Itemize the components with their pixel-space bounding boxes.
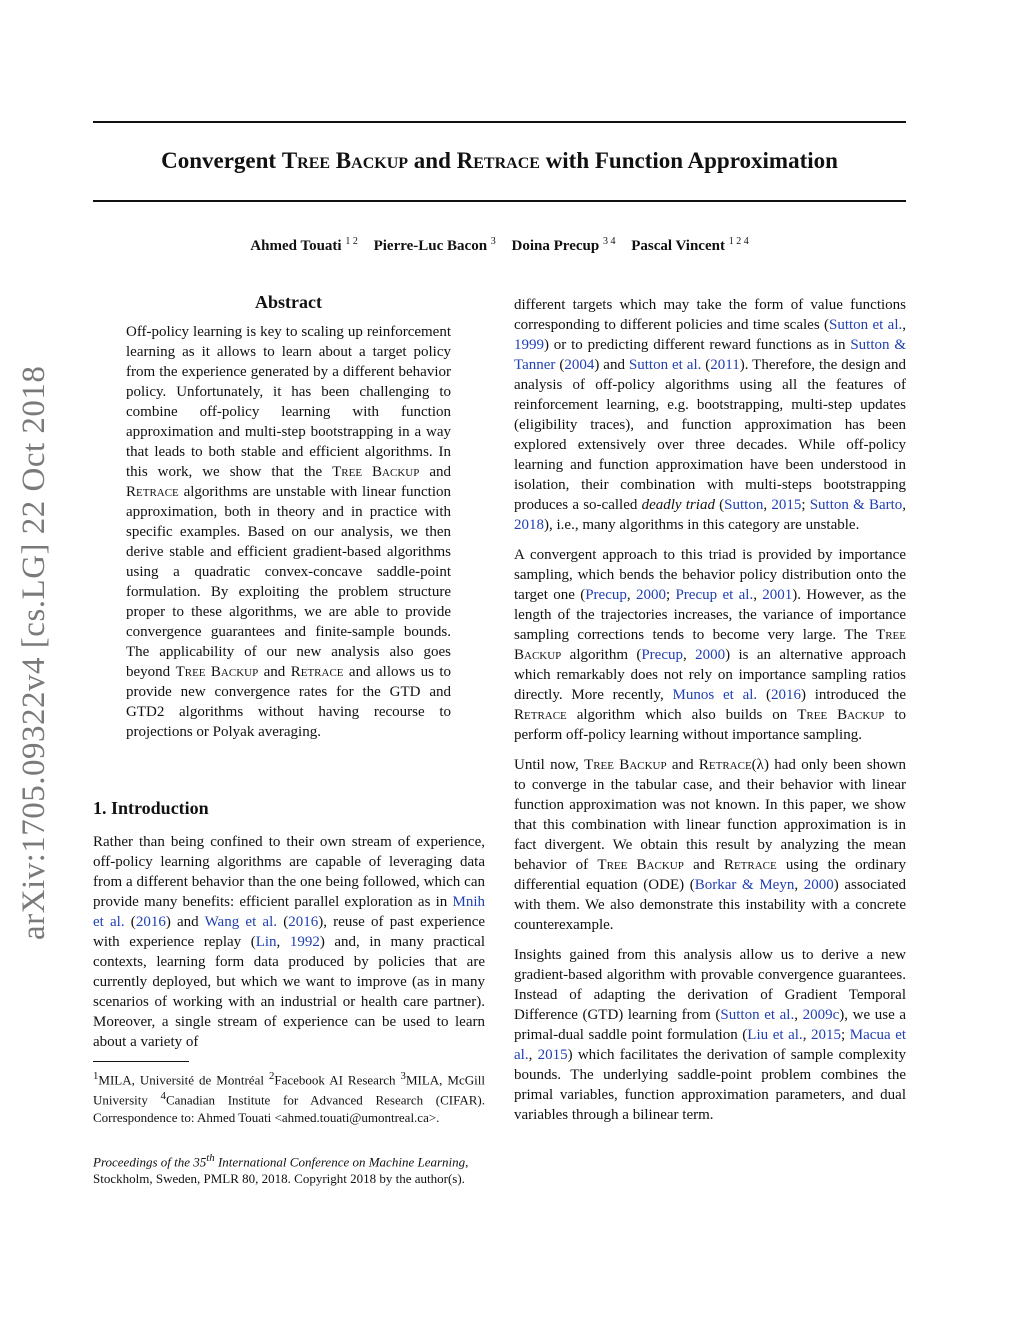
algorithm-name: Retrace <box>514 707 567 723</box>
citation-link[interactable]: Borkar & Meyn <box>694 877 795 893</box>
text: Insights gained from this analysis allow us to derive a new gradient-based algorithm with provable convergence guarantees. Instead of adapting the derivation of Gradient Temporal Difference (GTD) learning from ( <box>514 947 906 1023</box>
paragraph <box>514 945 906 1125</box>
text: to perform off-policy learning without importance sampling. <box>514 707 906 743</box>
text: ) is an alternative approach which remarkably does not rely on importance sampling ratios directly. More recently, <box>514 647 907 703</box>
citation-link[interactable]: 1992 <box>289 934 320 950</box>
text: and <box>419 464 451 480</box>
citation-link[interactable]: Precup <box>641 647 683 663</box>
text: ). However, as the length of the trajectories increases, the variance of importance sampling corrections tends to become very large. The <box>514 587 906 643</box>
citation-link[interactable]: Sutton <box>724 497 764 513</box>
text: Canadian Institute for Advanced Research (CIFAR). Correspondence to: Ahmed Touati <ahmed.touati@umontreal.ca>. <box>93 1092 485 1125</box>
text: algorithm ( <box>561 647 642 663</box>
text: Proceedings of the <box>93 1154 194 1170</box>
algorithm-name: Tree Backup <box>597 857 684 873</box>
citation-link[interactable]: Macua et al. <box>514 1027 907 1063</box>
text: , <box>794 877 804 893</box>
author-affiliation: 3 <box>490 236 496 247</box>
text: , <box>753 587 763 603</box>
citation-link[interactable]: 2016 <box>135 914 166 930</box>
text: MILA, Université de Montréal <box>98 1072 269 1088</box>
algorithm-name: Tree Backup <box>514 627 906 663</box>
citation-link[interactable]: 2000 <box>803 877 834 893</box>
paragraph <box>514 295 906 535</box>
text: and <box>666 757 699 773</box>
text: , <box>763 497 772 513</box>
footnote-mark: 2 <box>268 1070 275 1082</box>
text: , <box>683 647 696 663</box>
text: different targets which may take the form of value functions corresponding to different policies and time scales ( <box>514 297 906 333</box>
algorithm-name: Tree Backup <box>584 757 667 773</box>
citation-link[interactable]: 2009c <box>802 1007 840 1023</box>
proceedings-note <box>93 1150 485 1187</box>
citation-link[interactable]: Sutton et al. <box>628 357 702 373</box>
title-top-rule <box>93 121 906 123</box>
citation-link[interactable]: 2015 <box>537 1047 568 1063</box>
citation-link[interactable]: Munos et al. <box>672 687 758 703</box>
paper-title <box>93 146 906 176</box>
algorithm-name: Retrace <box>290 664 344 680</box>
title-text: Retrace <box>456 148 540 173</box>
citation-link[interactable]: Mnih et al. <box>93 894 485 930</box>
text: algorithm which also builds on <box>566 707 798 723</box>
citation-link[interactable]: 1999 <box>514 337 544 353</box>
text: , <box>626 587 636 603</box>
abstract-heading: Abstract <box>255 292 322 312</box>
author-name: Pascal Vincent <box>631 238 725 254</box>
citation-link[interactable]: 2000 <box>695 647 726 663</box>
citation-link[interactable]: Wang et al. <box>204 914 278 930</box>
arxiv-identifier: arXiv:1705.09322v4 [cs.LG] 22 Oct 2018 <box>16 365 52 940</box>
text: ( <box>714 497 725 513</box>
text: , <box>802 1027 812 1043</box>
text: and <box>258 664 291 680</box>
section-heading-introduction: 1. Introduction <box>93 798 209 818</box>
text: algorithms are unstable with linear function approximation, both in theory and in practice with specific examples. Based on our analysis, we then derive stable and efficient gradient-based algorithms using a quadratic convex-concave saddle-point formulation. By exploiting the problem structure proper to these algorithms, we are able to provide convergence guarantees and finite-sample bounds. The applicability of our new analysis also goes beyond <box>126 484 451 680</box>
footnote-rule <box>93 1061 189 1062</box>
text: ; <box>665 587 676 603</box>
text: Until now, <box>514 757 585 773</box>
footnote-mark: 1 <box>93 1070 99 1082</box>
author <box>512 238 616 254</box>
text: , <box>902 317 906 333</box>
author-name: Doina Precup <box>511 238 600 254</box>
citation-link[interactable]: Precup <box>585 587 627 603</box>
affiliation-footnote <box>93 1068 485 1126</box>
paragraph <box>514 755 906 935</box>
text: ) or to predicting different reward functions as in <box>544 337 851 353</box>
citation-link[interactable]: 2018 <box>514 517 544 533</box>
text: ( <box>277 914 289 930</box>
citation-link[interactable]: 2001 <box>762 587 793 603</box>
text: MILA, McGill University <box>93 1072 485 1108</box>
text: A convergent approach to this triad is provided by importance sampling, which bends the behavior policy distribution onto the target one ( <box>514 547 906 603</box>
text: ), i.e., many algorithms in this category are unstable. <box>544 517 860 533</box>
author-list <box>93 236 906 255</box>
title-text: Tree Backup <box>281 148 409 173</box>
text: , <box>528 1047 538 1063</box>
text: ( <box>757 687 771 703</box>
citation-link[interactable]: 2011 <box>710 357 740 373</box>
text: Off-policy learning is key to scaling up reinforcement learning as it allows to learn about a target policy from the experience generated by a different behavior policy. Unfortunately, it has been challenging to combine off-policy learning with function approximation and multi-step bootstrapping in a way that leads to both stable and efficient algorithms. In this work, we show that the <box>126 324 451 480</box>
author <box>250 238 358 254</box>
author-name: Pierre-Luc Bacon <box>373 238 488 254</box>
author-affiliation: 1 2 4 <box>728 236 749 247</box>
citation-link[interactable]: 2004 <box>564 357 595 373</box>
citation-link[interactable]: 2000 <box>635 587 666 603</box>
text: using the ordinary differential equation (ODE) ( <box>514 857 906 893</box>
text: and <box>683 857 724 873</box>
right-column <box>514 295 906 1125</box>
title-text: with Function Approximation <box>539 148 838 173</box>
text: ) which facilitates the derivation of sample complexity bounds. The underlying saddle-point problem combines the primal variables, function approximation parameters, and dual variables through a bilinear term. <box>514 1047 906 1123</box>
text: ( <box>701 357 711 373</box>
algorithm-name: Tree Backup <box>332 464 420 480</box>
paragraph <box>514 545 906 745</box>
text: , Stockholm, Sweden, PMLR 80, 2018. Copyright 2018 by the author(s). <box>93 1154 469 1187</box>
footnote-mark: 3 <box>400 1070 406 1082</box>
text: ), we use a primal-dual saddle point formulation ( <box>514 1007 907 1043</box>
citation-link[interactable]: Sutton & Barto <box>809 497 903 513</box>
author <box>374 238 496 254</box>
citation-link[interactable]: 2016 <box>770 687 801 703</box>
text: International Conference on Machine Learning <box>214 1154 466 1170</box>
text: ) and <box>594 357 629 373</box>
citation-link[interactable]: Lin <box>255 934 277 950</box>
citation-link[interactable]: 2015 <box>771 497 802 513</box>
algorithm-name: Retrace <box>126 484 179 500</box>
algorithm-name: Retrace <box>698 757 752 773</box>
citation-link[interactable]: 2015 <box>811 1027 842 1043</box>
text: 35 <box>193 1154 207 1170</box>
author-affiliation: 3 4 <box>602 236 616 247</box>
algorithm-name: Tree Backup <box>175 664 259 680</box>
introduction-body <box>93 832 485 1052</box>
text: ) introduced the <box>800 687 906 703</box>
abstract-body <box>126 322 451 742</box>
text: deadly triad <box>641 497 715 513</box>
author-name: Ahmed Touati <box>250 238 342 254</box>
text: Rather than being confined to their own stream of experience, off-policy learning algorithms are capable of leveraging data from a different behavior than the one being followed, which can provide many benefits: efficient parallel exploration as in <box>93 834 485 910</box>
text: ) and <box>165 914 205 930</box>
text: th <box>206 1152 215 1164</box>
footnote-mark: 4 <box>160 1090 166 1103</box>
title-bottom-rule <box>93 200 906 202</box>
text: , <box>794 1007 803 1023</box>
text: ) associated with them. We also demonstrate this instability with a concrete counterexample. <box>514 877 906 933</box>
author-affiliation: 1 2 <box>345 236 358 247</box>
text: ), reuse of past experience with experience replay ( <box>93 914 486 950</box>
text: , <box>276 934 290 950</box>
author <box>631 238 749 254</box>
citation-link[interactable]: 2016 <box>288 914 319 930</box>
text: ( <box>555 357 565 373</box>
text: ) and, in many practical contexts, learning form data produced by policies that are currently deployed, but which we want to improve (as in many scenarios of working with an industrial or health care partner). Moreover, a single stream of experience can be used to learn about a variety of <box>93 934 486 1050</box>
text: ; <box>841 1027 850 1043</box>
text: ( <box>124 914 136 930</box>
title-text: Convergent <box>161 148 282 173</box>
algorithm-name: Retrace <box>723 857 777 873</box>
citation-link[interactable]: Precup et al. <box>675 587 754 603</box>
title-text: and <box>408 148 457 173</box>
citation-link[interactable]: Sutton et al. <box>720 1007 795 1023</box>
text: (λ) had only been shown to converge in the tabular case, and their behavior with linear function approximation was not known. In this paper, we show that this combination with linear function approximation is in fact divergent. We obtain this result by analyzing the mean behavior of <box>514 757 906 873</box>
citation-link[interactable]: Sutton et al. <box>828 317 903 333</box>
text: Facebook AI Research <box>274 1072 401 1088</box>
citation-link[interactable]: Sutton & Tanner <box>514 337 906 373</box>
algorithm-name: Tree Backup <box>797 707 885 723</box>
text: ). Therefore, the design and analysis of off-policy algorithms using all the features of reinforcement learning, e.g. bootstrapping, multi-step updates (eligibility traces), and function approximation has been explored extensively over three decades. While off-policy learning and function approximation have been understood in isolation, their combination with multi-steps bootstrapping produces a so-called <box>514 357 906 513</box>
citation-link[interactable]: Liu et al. <box>747 1027 803 1043</box>
text: ; <box>801 497 810 513</box>
text: and allows us to provide new convergence rates for the GTD and GTD2 algorithms without having recourse to projections or Polyak averaging. <box>126 664 451 740</box>
text: , <box>902 497 907 513</box>
